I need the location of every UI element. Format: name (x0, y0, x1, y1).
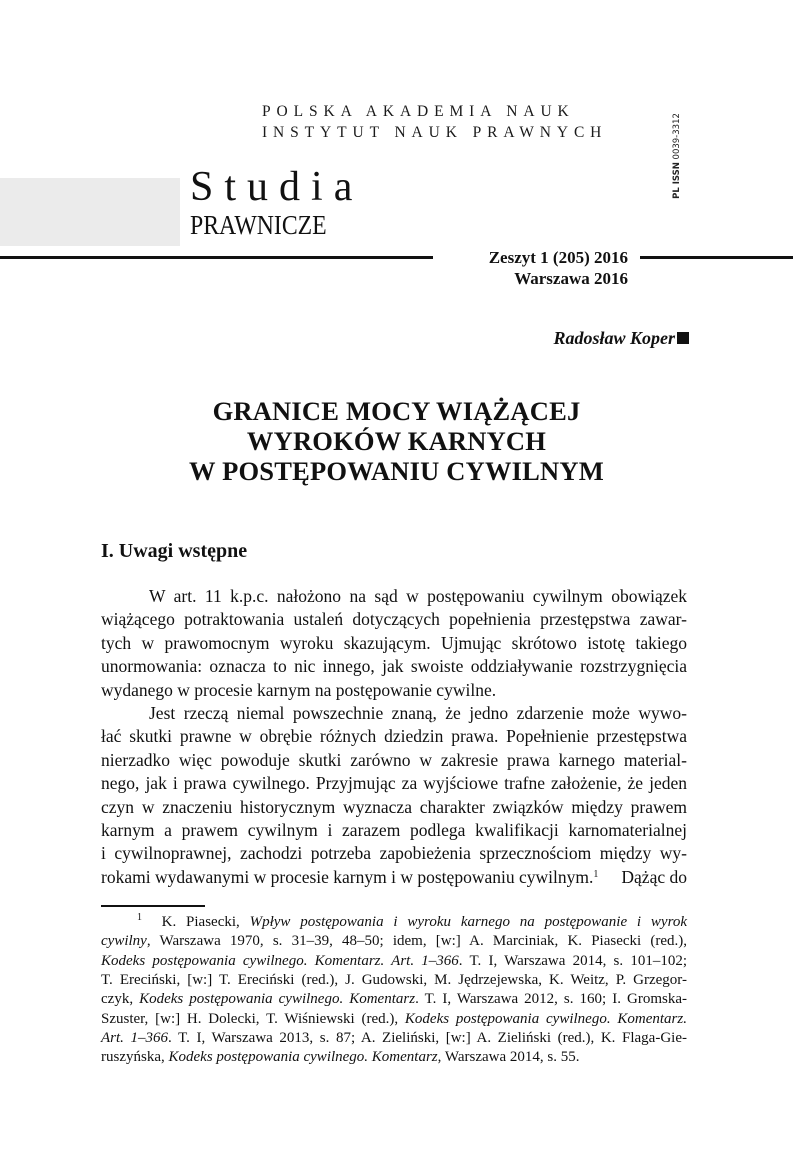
footnote-segment: czyk, (101, 991, 140, 1007)
body-line: tych w prawomocnym wyroku skazującym. Ujmując skrótowo istotę takiego (101, 633, 687, 653)
header-rule-left (0, 256, 433, 259)
journal-logo-block (0, 178, 180, 246)
footnote-segment: . T. I, Warszawa 2014, s. 101–102; (458, 953, 687, 969)
footnote-segment: , Warszawa 1970, s. 31–39, 48–50; idem, [w:] A. Marciniak, K. Piasecki (red.), (146, 933, 687, 949)
institution-name: POLSKA AKADEMIA NAUK (262, 103, 575, 120)
section-heading: I. Uwagi wstępne (101, 540, 248, 562)
author-marker-icon (677, 332, 689, 344)
footnote-line (101, 1029, 687, 1048)
footnote-line (101, 952, 687, 971)
institute-name: INSTYTUT NAUK PRAWNYCH (262, 124, 608, 141)
footnote-title: Kodeks postępowania cywilnego. Komentarz (139, 991, 416, 1007)
body-line: unormowania: oznacza to nic innego, jak swoiste oddziaływanie rozstrzygnięcia (101, 656, 687, 676)
footnote-title: Wpływ postępowania i wyroku karnego na postępowanie i wyrok (249, 914, 688, 930)
issue-place-year: Warszawa 2016 (514, 269, 628, 288)
footnote-line (101, 1048, 687, 1067)
footnote-number: 1 (137, 912, 142, 923)
footnote-reference[interactable]: 1 (593, 869, 599, 880)
issn-number: 0039-3312 (672, 113, 682, 160)
issue-number: Zeszyt 1 (205) 2016 (488, 248, 628, 267)
header-rule-right (640, 256, 793, 259)
journal-title-studia: Studia (190, 164, 364, 210)
footnote-line (101, 913, 687, 932)
body-line: i cywilnoprawnej, zachodzi potrzeba zapobieżenia sprzecznościom między wy- (101, 843, 687, 863)
footnote-title: Kodeks postępowania cywilnego. Komentarz (168, 1049, 438, 1065)
footnote-line (101, 1010, 687, 1029)
footnote-segment: . T. I, Warszawa 2013, s. 87; A. Zieliński, [w:] A. Zieliński (red.), K. Flaga-Gie- (168, 1030, 687, 1046)
footnote-segment: K. Piasecki, (161, 914, 250, 930)
footnote-segment: Szuster, [w:] H. Dolecki, T. Wiśniewski (red.), (101, 1011, 405, 1027)
body-line-tail: Dążąc do (621, 867, 687, 887)
body-line: nego, jak i prawa cywilnego. Przyjmując za wyjściowe trafne założenie, że jeden (101, 773, 687, 793)
issn-label (669, 108, 685, 204)
footnote-title: Kodeks postępowania cywilnego. Komentarz. (404, 1011, 687, 1027)
body-line: nierzadko więc powoduje skutki zarówno w zakresie prawa karnego material- (101, 750, 687, 770)
body-line: czyn w znaczeniu historycznym wyznacza charakter związków między prawem (101, 797, 687, 817)
article-author (553, 328, 689, 349)
body-line: wydanego w procesie karnym na postępowanie cywilne. (101, 680, 497, 700)
footnote-line (101, 932, 687, 951)
body-line: W art. 11 k.p.c. nałożono na sąd w postępowaniu cywilnym obowiązek (149, 586, 687, 606)
footnote-segment: . T. I, Warszawa 2012, s. 160; I. Gromska- (415, 991, 687, 1007)
footnote-title: cywilny (101, 933, 147, 949)
body-line-text (101, 866, 598, 889)
author-name: Radosław Koper (553, 328, 675, 348)
body-line: łać skutki prawne w obrębie różnych dziedzin prawa. Popełnienie przestępstwa (101, 726, 687, 746)
footnote-line (101, 990, 687, 1009)
article-title-line-1: GRANICE MOCY WIĄŻĄCEJ (212, 396, 581, 426)
article-title-line-3: W POSTĘPOWANIU CYWILNYM (189, 456, 604, 486)
article-title-line-2: WYROKÓW KARNYCH (246, 426, 547, 456)
footnote-title: Art. 1–366 (101, 1030, 169, 1046)
footnote-segment: ruszyńska, (101, 1049, 169, 1065)
body-line: karnym a prawem cywilnym i zarazem podlega kwalifikacji karnomaterialnej (101, 820, 687, 840)
issn-prefix: PL ISSN (672, 162, 682, 199)
footnote-rule (101, 905, 205, 907)
body-line: Jest rzeczą niemal powszechnie znaną, że jedno zdarzenie może wywo- (149, 703, 687, 723)
footnote-line: T. Ereciński, [w:] T. Ereciński (red.), J. Gudowski, M. Jędrzejewska, K. Weitz, P. Grzegor- (101, 972, 687, 988)
body-line: wiążącego potraktowania ustaleń dotyczących popełnienia przestępstwa zawar- (101, 609, 687, 629)
body-line (101, 866, 687, 889)
body-line-segment: rokami wydawanymi w procesie karnym i w postępowaniu cywilnym. (101, 867, 594, 887)
footnote-segment: , Warszawa 2014, s. 55. (437, 1049, 580, 1065)
journal-title-prawnicze: PRAWNICZE (190, 210, 327, 240)
footnote-title: Kodeks postępowania cywilnego. Komentarz. Art. 1–366 (101, 953, 459, 969)
